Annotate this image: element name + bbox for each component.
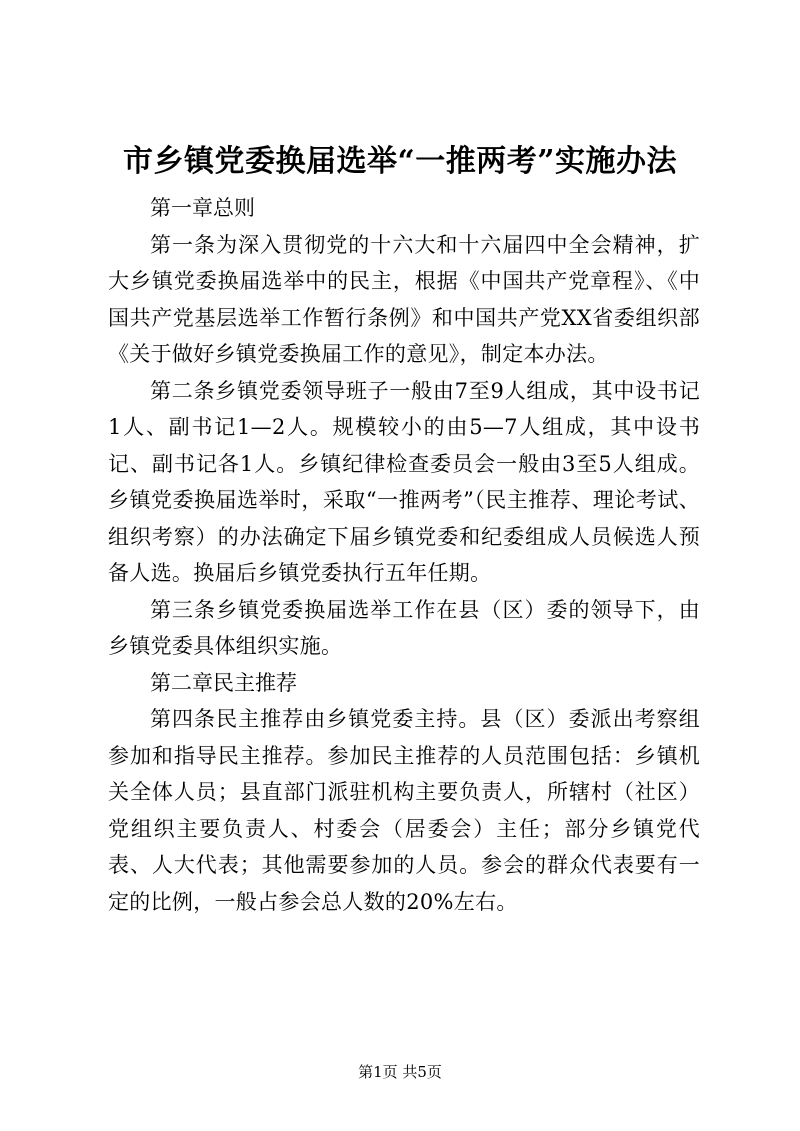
page-number-footer: 第1页 共5页 xyxy=(358,1063,442,1081)
article-paragraph: 第四条民主推荐由乡镇党委主持。县（区）委派出考察组参加和指导民主推荐。参加民主推荐的人员范围包括：乡镇机关全体人员；县直部门派驻机构主要负责人，所辖村（社区）党组织主要负责人、村委会（居委会）主任；部分乡镇党代表、人大代表；其他需要参加的人员。参会的群众代表要有一定的比例，一般占参会总人数的20%左右。 xyxy=(108,707,700,914)
article-paragraph: 第三条乡镇党委换届选举工作在县（区）委的领导下，由乡镇党委具体组织实施。 xyxy=(108,597,700,658)
document-title: 市乡镇党委换届选举“一推两考”实施办法 xyxy=(122,144,677,179)
chapter-heading: 第一章总则 xyxy=(150,196,255,220)
article-paragraph: 第一条为深入贯彻党的十六大和十六届四中全会精神，扩大乡镇党委换届选举中的民主，根据《中国共产党章程》、《中国共产党基层选举工作暂行条例》和中国共产党XX省委组织部《关于做好乡镇党委换届工作的意见》，制定本办法。 xyxy=(108,232,700,366)
article-paragraph: 第二条乡镇党委领导班子一般由7至9人组成，其中设书记1人、副书记1—2人。规模较小的由5—7人组成，其中设书记、副书记各1人。乡镇纪律检查委员会一般由3至5人组成。乡镇党委换届选举时，采取“一推两考”（民主推荐、理论考试、组织考察）的办法确定下届乡镇党委和纪委组成人员候选人预备人选。换届后乡镇党委执行五年任期。 xyxy=(108,378,700,585)
chapter-heading: 第二章民主推荐 xyxy=(150,670,297,695)
document-body xyxy=(108,190,700,920)
